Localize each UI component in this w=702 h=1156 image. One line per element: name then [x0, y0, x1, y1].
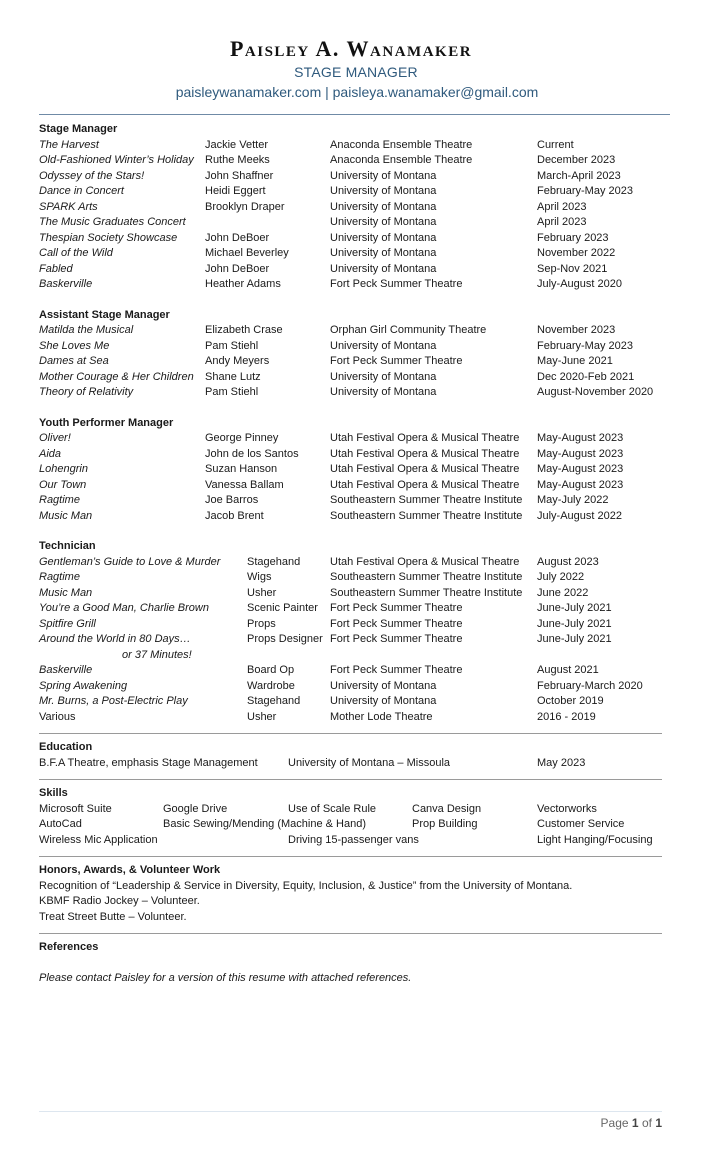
credit-date: November 2022 — [537, 247, 616, 259]
credit-row — [39, 323, 669, 339]
credit-date: February-May 2023 — [537, 339, 633, 352]
credit-date: April 2023 — [537, 216, 587, 228]
credit-person: Vanessa Ballam — [205, 478, 284, 491]
skill-item: Vectorworks — [537, 802, 597, 815]
credit-production: Music Man — [39, 509, 93, 522]
credit-date: May-August 2023 — [537, 478, 624, 491]
credit-row — [39, 385, 669, 401]
credit-date: March-April 2023 — [537, 169, 621, 182]
credit-person: Props — [247, 617, 276, 630]
credit-venue: Fort Peck Summer Theatre — [330, 633, 463, 645]
page-number — [540, 1116, 662, 1130]
credit-date: April 2023 — [537, 200, 587, 213]
credit-date: July 2022 — [537, 571, 585, 583]
credit-production: Fabled — [39, 262, 73, 275]
skill-item: Prop Building — [412, 818, 478, 830]
credit-person: Jackie Vetter — [205, 138, 268, 151]
credit-person: Wigs — [247, 571, 272, 583]
credit-row — [39, 200, 669, 216]
credit-venue: Utah Festival Opera & Musical Theatre — [330, 555, 520, 568]
stage-manager-list — [39, 138, 669, 293]
section-divider — [39, 779, 662, 780]
credit-production: Various — [39, 710, 76, 723]
credit-venue: Fort Peck Summer Theatre — [330, 617, 463, 630]
credit-production: She Loves Me — [39, 339, 110, 352]
honors-line — [39, 894, 669, 910]
credit-date: August 2023 — [537, 555, 599, 568]
credit-person: Scenic Painter — [247, 602, 318, 614]
credit-row — [39, 215, 669, 231]
education-school: University of Montana – Missoula — [288, 756, 451, 769]
credit-date: August 2021 — [537, 664, 599, 676]
credit-date: February-May 2023 — [537, 185, 633, 197]
youth-performer-manager-list — [39, 431, 669, 524]
skill-item: Wireless Mic Application — [39, 833, 158, 846]
credit-row — [39, 555, 669, 571]
credit-row — [39, 246, 669, 262]
credit-person: Stagehand — [247, 695, 301, 707]
skill-item: AutoCad — [39, 818, 82, 830]
credit-date: May-July 2022 — [537, 494, 609, 506]
credit-production: Baskerville — [39, 664, 93, 676]
credit-venue: Utah Festival Opera & Musical Theatre — [330, 432, 520, 444]
credit-row — [39, 184, 669, 200]
credit-venue: Anaconda Ensemble Theatre — [330, 154, 473, 166]
credit-production: Lohengrin — [39, 463, 88, 475]
skill-item: Basic Sewing/Mending (Machine & Hand) — [163, 818, 366, 830]
credit-row — [39, 478, 669, 494]
credit-production: The Harvest — [39, 138, 99, 151]
section-title-honors: Honors, Awards, & Volunteer Work — [39, 864, 221, 876]
credit-venue: University of Montana — [330, 169, 437, 182]
credit-production: Dames at Sea — [39, 355, 109, 367]
credit-person: Joe Barros — [205, 494, 259, 506]
credit-production: Spitfire Grill — [39, 617, 96, 630]
credit-person: Jacob Brent — [205, 509, 264, 522]
credit-venue: Fort Peck Summer Theatre — [330, 355, 463, 367]
credit-date: May-June 2021 — [537, 355, 613, 367]
skills-row — [39, 817, 669, 833]
credit-production: Theory of Relativity — [39, 386, 134, 398]
credit-date: February 2023 — [537, 231, 609, 244]
section-title-youth-performer-manager: Youth Performer Manager — [39, 416, 174, 429]
resume-name: Paisley A. Wanamaker — [229, 36, 473, 61]
section-divider — [39, 733, 662, 734]
page-of: of — [641, 1116, 652, 1130]
credit-row — [39, 354, 669, 370]
section-title-education: Education — [39, 741, 93, 753]
skill-item: Customer Service — [537, 818, 625, 830]
credit-row — [39, 169, 669, 185]
credit-production: Matilda the Musical — [39, 324, 134, 336]
credit-venue: Utah Festival Opera & Musical Theatre — [330, 463, 520, 475]
credit-row — [39, 570, 669, 586]
assistant-stage-manager-list — [39, 323, 669, 401]
credit-date: November 2023 — [537, 324, 616, 336]
footer-divider — [39, 1111, 662, 1112]
credit-person: George Pinney — [205, 432, 279, 444]
credit-production: Music Man — [39, 586, 93, 599]
credit-venue: Mother Lode Theatre — [330, 710, 433, 723]
credit-date: June-July 2021 — [537, 617, 612, 630]
skill-item: Google Drive — [163, 802, 228, 815]
credit-person: Andy Meyers — [205, 355, 270, 367]
credit-person: Pam Stiehl — [205, 386, 259, 398]
credit-person: Props Designer — [247, 633, 323, 645]
skills-row — [39, 802, 669, 818]
credit-date: Sep-Nov 2021 — [537, 262, 608, 275]
credit-row — [39, 153, 669, 169]
credit-venue: University of Montana — [330, 231, 437, 244]
credit-person: Wardrobe — [247, 679, 295, 692]
technician-list — [39, 555, 669, 726]
credit-venue: Fort Peck Summer Theatre — [330, 602, 463, 614]
credit-venue: University of Montana — [330, 216, 437, 228]
section-title-assistant-stage-manager: Assistant Stage Manager — [39, 308, 170, 321]
credit-person: Brooklyn Draper — [205, 200, 285, 213]
credit-date: July-August 2022 — [537, 509, 622, 522]
resume-body — [39, 122, 669, 986]
credit-date: May-August 2023 — [537, 447, 624, 460]
credit-date: 2016 - 2019 — [537, 710, 596, 723]
credit-venue: University of Montana — [330, 386, 437, 398]
honors-text: Treat Street Butte – Volunteer. — [39, 910, 187, 923]
credit-row — [39, 431, 669, 447]
skill-item: Driving 15-passenger vans — [288, 833, 419, 846]
resume-job-title: STAGE MANAGER — [294, 64, 418, 80]
credit-date: Dec 2020-Feb 2021 — [537, 370, 635, 383]
credit-row — [39, 493, 669, 509]
credit-person: John DeBoer — [205, 231, 270, 244]
skill-item: Microsoft Suite — [39, 802, 112, 815]
credit-row — [39, 663, 669, 679]
credit-production: Ragtime — [39, 494, 80, 506]
credit-person: Usher — [247, 710, 277, 723]
section-divider — [39, 856, 662, 857]
credit-row — [39, 339, 669, 355]
credit-date: Current — [537, 138, 574, 151]
credit-venue: Orphan Girl Community Theatre — [330, 324, 487, 336]
credit-production: Old-Fashioned Winter’s Holiday — [39, 154, 194, 166]
credit-date: February-March 2020 — [537, 679, 643, 692]
credit-production: Thespian Society Showcase — [39, 231, 178, 244]
credit-venue: University of Montana — [330, 695, 437, 707]
credit-production: Mr. Burns, a Post-Electric Play — [39, 695, 188, 707]
credit-person: John de los Santos — [205, 447, 299, 460]
credit-date: July-August 2020 — [537, 278, 622, 290]
credit-venue: Southeastern Summer Theatre Institute — [330, 586, 523, 599]
credit-person: Stagehand — [247, 555, 301, 568]
credit-row — [39, 679, 669, 695]
credit-row — [39, 632, 669, 648]
credit-person: John DeBoer — [205, 262, 270, 275]
credit-date: May-August 2023 — [537, 463, 624, 475]
credit-row — [39, 447, 669, 463]
credit-venue: Southeastern Summer Theatre Institute — [330, 509, 523, 522]
credit-venue: Southeastern Summer Theatre Institute — [330, 494, 523, 506]
credit-venue: University of Montana — [330, 339, 437, 352]
credit-row — [39, 231, 669, 247]
credit-venue: Anaconda Ensemble Theatre — [330, 138, 473, 151]
credit-production: Oliver! — [39, 432, 71, 444]
honors-text: Recognition of “Leadership & Service in Diversity, Equity, Inclusion, & Justice” from the University of Montana. — [39, 879, 573, 892]
credit-production: Dance in Concert — [39, 185, 124, 197]
credit-production: Baskerville — [39, 278, 93, 290]
education-row — [39, 756, 669, 772]
skills-row — [39, 833, 669, 849]
credit-production: The Music Graduates Concert — [39, 216, 186, 228]
credit-production: Our Town — [39, 478, 87, 491]
credit-production: Gentleman’s Guide to Love & Murder — [39, 555, 221, 568]
credit-production: Call of the Wild — [39, 247, 113, 259]
references-note: Please contact Paisley for a version of this resume with attached references. — [39, 971, 412, 984]
credit-person: Elizabeth Crase — [205, 324, 283, 336]
page-current: 1 — [631, 1116, 639, 1130]
education-date: May 2023 — [537, 756, 586, 769]
credit-row — [39, 138, 669, 154]
credit-person: Heidi Eggert — [205, 185, 266, 197]
credit-person: John Shaffner — [205, 169, 274, 182]
credit-person: Usher — [247, 586, 277, 599]
section-title-references: References — [39, 941, 99, 953]
honors-text: KBMF Radio Jockey – Volunteer. — [39, 895, 200, 907]
credit-row — [39, 509, 669, 525]
credit-row — [39, 648, 669, 664]
credit-row — [39, 462, 669, 478]
honors-line — [39, 879, 669, 895]
section-title-stage-manager: Stage Manager — [39, 123, 118, 135]
credit-production: Aida — [39, 447, 62, 460]
credit-production: Mother Courage & Her Children — [39, 370, 194, 383]
credit-venue: University of Montana — [330, 679, 437, 692]
credit-row — [39, 277, 669, 293]
credit-person: Pam Stiehl — [205, 339, 259, 352]
skill-item: Light Hanging/Focusing — [537, 833, 653, 846]
credit-production: Ragtime — [39, 571, 80, 583]
credit-row — [39, 617, 669, 633]
credit-venue: Fort Peck Summer Theatre — [330, 278, 463, 290]
credit-date: June 2022 — [537, 586, 589, 599]
credit-production: Around the World in 80 Days… — [39, 633, 191, 645]
credit-person: Shane Lutz — [205, 370, 261, 383]
credit-production: You’re a Good Man, Charlie Brown — [39, 602, 209, 614]
page-label: Page — [600, 1116, 629, 1130]
credit-person: Suzan Hanson — [205, 463, 278, 475]
credit-row — [39, 601, 669, 617]
honors-line — [39, 910, 669, 926]
credit-venue: Southeastern Summer Theatre Institute — [330, 571, 523, 583]
credit-venue: Fort Peck Summer Theatre — [330, 664, 463, 676]
skill-item: Use of Scale Rule — [288, 802, 377, 815]
section-title-technician: Technician — [39, 540, 96, 552]
credit-production: Spring Awakening — [39, 679, 128, 692]
credit-date: August-November 2020 — [537, 386, 654, 398]
credit-row — [39, 694, 669, 710]
credit-venue: University of Montana — [330, 200, 437, 213]
credit-date: June-July 2021 — [537, 602, 612, 614]
contact-line: paisleywanamaker.com | paisleya.wanamaker@gmail.com — [175, 84, 539, 100]
credit-row — [39, 262, 669, 278]
skill-item: Canva Design — [412, 802, 482, 815]
credit-row — [39, 710, 669, 726]
header-divider — [39, 114, 670, 115]
credit-person: Heather Adams — [205, 278, 281, 290]
section-title-skills: Skills — [39, 787, 68, 799]
page-total: 1 — [655, 1116, 662, 1130]
credit-date: October 2019 — [537, 695, 604, 707]
credit-person: Michael Beverley — [205, 247, 289, 259]
credit-person: Ruthe Meeks — [205, 154, 270, 166]
credit-production: or 37 Minutes! — [122, 648, 192, 661]
credit-venue: University of Montana — [330, 262, 437, 275]
credit-date: May-August 2023 — [537, 432, 624, 444]
credit-venue: University of Montana — [330, 247, 437, 259]
credit-production: Odyssey of the Stars! — [39, 169, 145, 182]
credit-venue: University of Montana — [330, 370, 437, 383]
education-degree: B.F.A Theatre, emphasis Stage Management — [39, 756, 258, 769]
credit-date: June-July 2021 — [537, 633, 612, 645]
credit-date: December 2023 — [537, 154, 616, 166]
credit-production: SPARK Arts — [39, 200, 98, 213]
credit-row — [39, 586, 669, 602]
credit-venue: Utah Festival Opera & Musical Theatre — [330, 478, 520, 491]
credit-person: Board Op — [247, 664, 295, 676]
section-divider — [39, 933, 662, 934]
credit-venue: University of Montana — [330, 185, 437, 197]
credit-venue: Utah Festival Opera & Musical Theatre — [330, 447, 520, 460]
credit-row — [39, 370, 669, 386]
